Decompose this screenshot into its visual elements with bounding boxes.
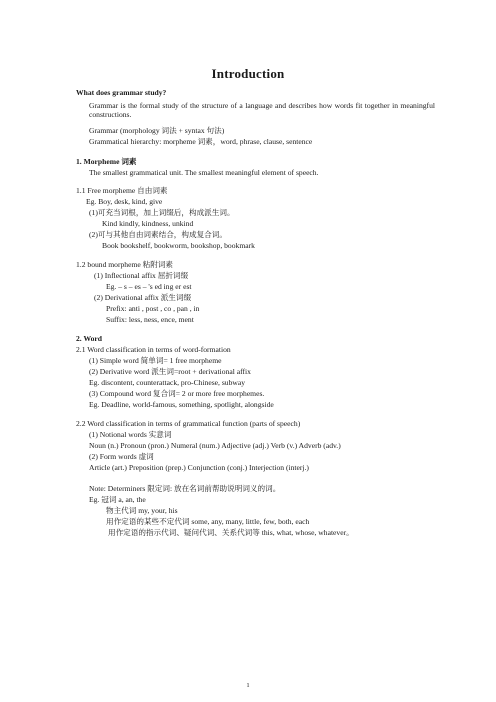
free-morpheme-example: Eg. Boy, desk, kind, give xyxy=(86,197,163,206)
compound-word-examples: Eg. Deadline, world-famous, something, spotlight, alongside xyxy=(89,400,274,409)
page-title: Introduction xyxy=(211,66,285,81)
section-heading-word: 2. Word xyxy=(76,334,103,343)
determiners-eg-articles: Eg. 冠词 a, an, the xyxy=(89,495,146,504)
simple-word-line: (1) Simple word 简单词= 1 free morpheme xyxy=(89,356,222,365)
form-words-list: Article (art.) Preposition (prep.) Conjunction (conj.) Interjection (interj.) xyxy=(89,463,309,472)
hierarchy-line: Grammatical hierarchy: morpheme 词素，word, phrase, clause, sentence xyxy=(89,137,313,146)
subsection-bound-morpheme: 1.2 bound morpheme 粘附词素 xyxy=(76,260,174,269)
inflectional-affix-examples: Eg. – s – es – 's ed ing er est xyxy=(106,282,192,291)
subsection-free-morpheme: 1.1 Free morpheme 自由词素 xyxy=(76,186,168,195)
subsection-grammatical-function: 2.2 Word classification in terms of grammatical function (parts of speech) xyxy=(76,419,301,428)
determiners-eg-indefinite: 用作定语的某些不定代词 some, any, many, little, few, both, each xyxy=(106,517,310,526)
section-heading-morpheme: 1. Morpheme 词素 xyxy=(76,157,137,166)
subsection-word-formation: 2.1 Word classification in terms of word-formation xyxy=(76,345,231,354)
derivational-affix-heading: (2) Derivational affix 派生词缀 xyxy=(94,293,192,302)
question-heading: What does grammar study? xyxy=(76,88,167,97)
notional-words-list: Noun (n.) Pronoun (pron.) Numeral (num.) Adjective (adj.) Verb (v.) Adverb (adv.) xyxy=(89,441,341,450)
morpheme-definition: The smallest grammatical unit. The smallest meaningful element of speech. xyxy=(89,168,319,177)
derivative-word-line: (2) Derivative word 派生词=root + derivational affix xyxy=(89,367,251,376)
free-morpheme-words-2: Book bookshelf, bookworm, bookshop, bookmark xyxy=(102,241,255,250)
grammar-formula: Grammar (morphology 词法 + syntax 句法) xyxy=(89,126,225,135)
form-words-heading: (2) Form words 虚词 xyxy=(89,452,154,461)
prefix-examples: Prefix: anti , post , co , pan , in xyxy=(106,304,200,313)
suffix-examples: Suffix: less, ness, ence, ment xyxy=(106,315,194,324)
derivative-word-examples: Eg. discontent, counterattack, pro-Chinese, subway xyxy=(89,378,246,387)
compound-word-line: (3) Compound word 复合词= 2 or more free morphemes. xyxy=(89,389,265,398)
free-morpheme-words-1: Kind kindly, kindness, unkind xyxy=(102,219,194,228)
page-number: 1 xyxy=(246,682,250,689)
determiners-note: Note: Determiners 限定词: 放在名词前帮助说明词义的词。 xyxy=(89,484,281,493)
notional-words-heading: (1) Notional words 实意词 xyxy=(89,430,172,439)
determiners-eg-demonstrative: 用作定语的指示代词、疑问代词、关系代词等 this, what, whose, whatever。 xyxy=(108,528,354,537)
inflectional-affix-heading: (1) Inflectional affix 屈折词缀 xyxy=(94,271,189,280)
determiners-eg-possessive: 物主代词 my, your, his xyxy=(106,506,178,515)
free-morpheme-note-1: (1)可充当词根，加上词缀后，构成派生词。 xyxy=(89,208,235,217)
definition-paragraph: Grammar is the formal study of the structure of a language and describes how words fit together in meaningful constructions. xyxy=(89,101,435,119)
free-morpheme-note-2: (2)可与其他自由词素结合，构成复合词。 xyxy=(89,230,227,239)
